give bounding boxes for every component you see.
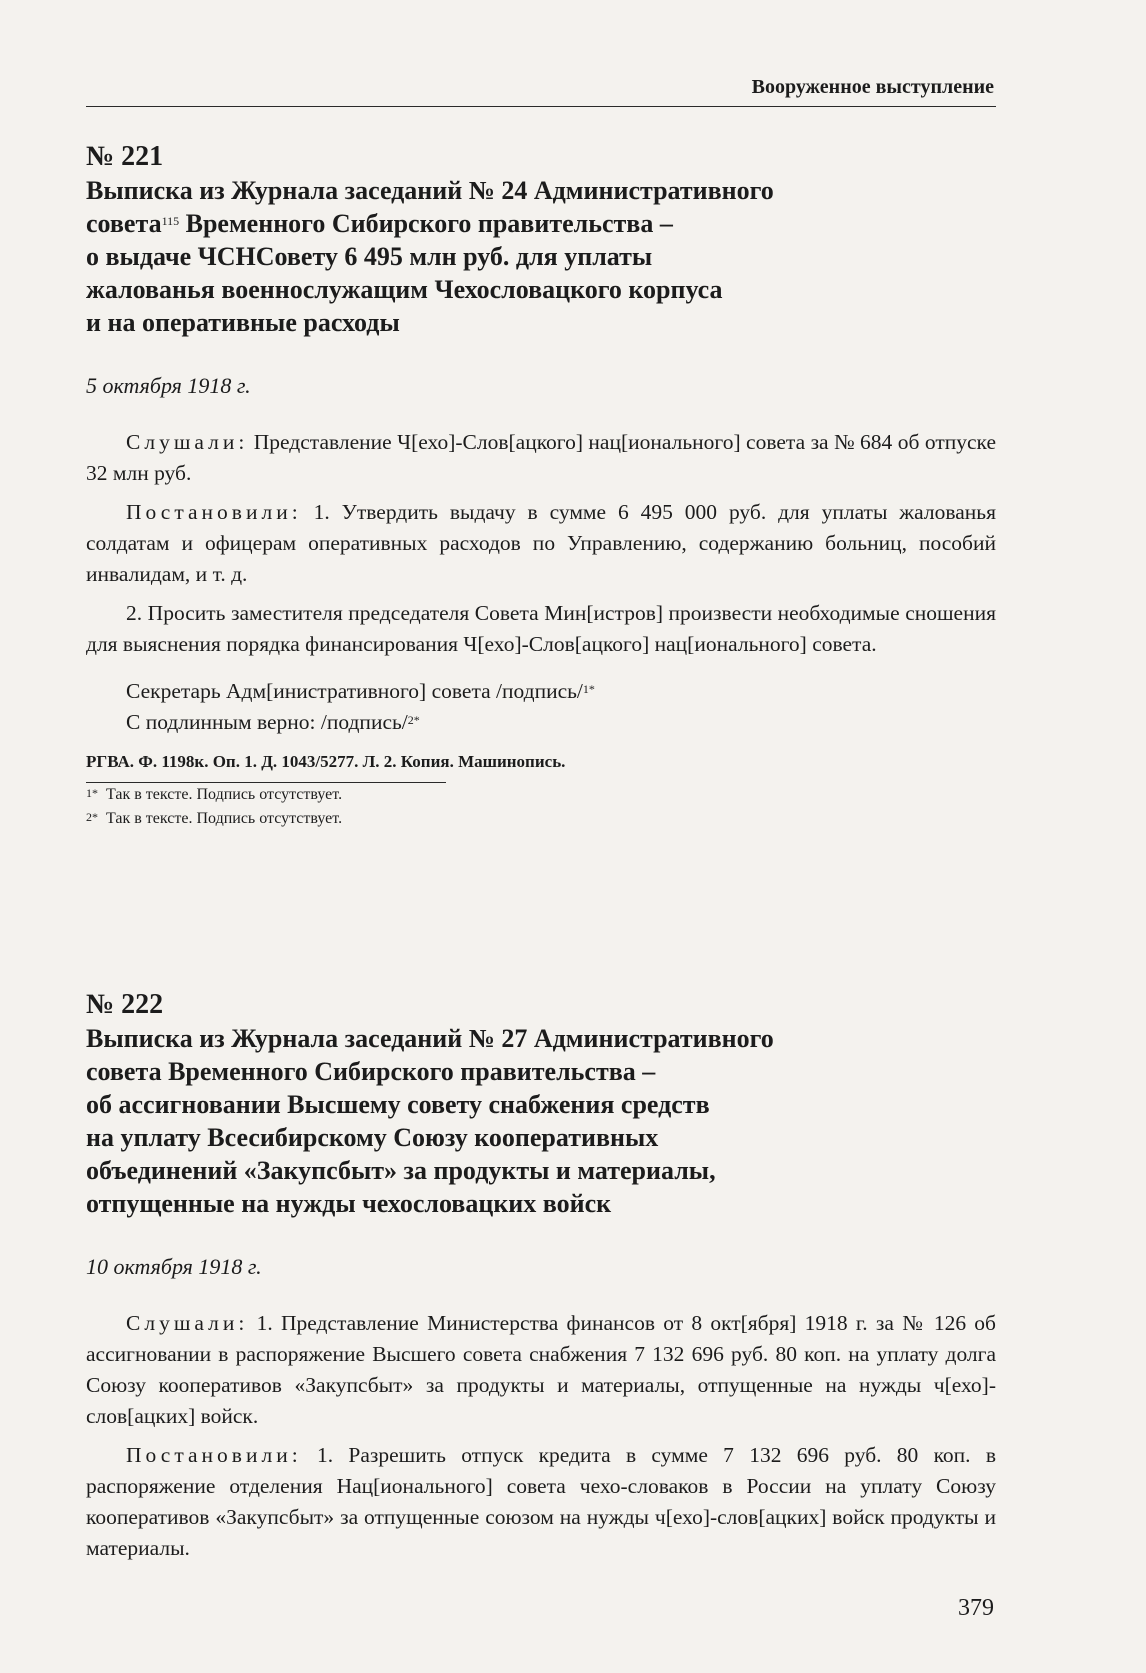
footnote-ref: 2* <box>407 713 420 727</box>
paragraph <box>86 1308 996 1432</box>
archive-reference: РГВА. Ф. 1198к. Оп. 1. Д. 1043/5277. Л. 2. Копия. Машинопись. <box>86 752 566 771</box>
title-line: объединений «Закупсбыт» за продукты и материалы, <box>86 1156 716 1185</box>
header-rule <box>86 106 996 107</box>
document-number: № 221 <box>86 141 164 172</box>
footnote <box>86 807 996 831</box>
para-lead: Слушали: <box>126 430 249 454</box>
title-line: Выписка из Журнала заседаний № 24 Административного <box>86 176 774 205</box>
footnote <box>86 783 996 807</box>
title-line: совета <box>86 209 162 238</box>
page-number: 379 <box>958 1595 994 1621</box>
title-line: и на оперативные расходы <box>86 308 400 337</box>
paragraph <box>86 1440 996 1564</box>
signature-text: Секретарь Адм[инистративного] совета /подпись/ <box>126 679 583 703</box>
footnote-text: Так в тексте. Подпись отсутствует. <box>106 786 343 803</box>
title-line: об ассигновании Высшему совету снабжения средств <box>86 1090 710 1119</box>
title-line: совета Временного Сибирского правительства – <box>86 1057 656 1086</box>
footnote-text: Так в тексте. Подпись отсутствует. <box>106 810 343 827</box>
footnote-mark: 2* <box>86 810 98 824</box>
document-body <box>86 1308 996 1564</box>
footnote-ref: 1* <box>582 682 595 696</box>
document-date: 5 октября 1918 г. <box>86 373 251 398</box>
signature-line <box>86 676 996 707</box>
title-line: Временного Сибирского правительства – <box>185 209 673 238</box>
paragraph: 2. Просить заместителя председателя Совета Мин[истров] произвести необходимые сношения для выяснения порядка финансирования Ч[ехо]-Слов[ацкого] нац[ионального] совета. <box>86 601 996 656</box>
document-title <box>86 174 996 339</box>
document-221 <box>86 140 996 831</box>
para-text: 1. Представление Министерства финансов от 8 окт[ября] 1918 г. за № 126 об ассигновании в распоряжение Высшего совета снабжения 7 132 696 руб. 80 коп. на уплату долга Союзу кооперативов «Закупсбыт» за продукты и материалы, отпущенные на нужды ч[ехо]-слов[ацких] войск. <box>86 1311 996 1428</box>
title-line: жалованья военнослужащим Чехословацкого корпуса <box>86 275 723 304</box>
para-lead: Постановили: <box>126 1443 302 1467</box>
document-date: 10 октября 1918 г. <box>86 1254 262 1279</box>
para-text: Представление Ч[ехо]-Слов[ацкого] нац[ионального] совета за № 684 об отпуске 32 млн руб. <box>86 430 996 485</box>
title-line: о выдаче ЧСНСовету 6 495 млн руб. для уплаты <box>86 242 653 271</box>
document-body <box>86 427 996 660</box>
document-222 <box>86 988 996 1572</box>
title-line-with-ref <box>86 207 996 240</box>
signature-text: С подлинным верно: /подпись/ <box>126 710 408 734</box>
paragraph <box>86 427 996 489</box>
signature-line <box>86 707 996 738</box>
paragraph <box>86 497 996 590</box>
title-line: на уплату Всесибирскому Союзу кооперативных <box>86 1123 659 1152</box>
para-lead: Постановили: <box>126 500 302 524</box>
title-line: отпущенные на нужды чехословацких войск <box>86 1189 612 1218</box>
para-lead: Слушали: <box>126 1311 249 1335</box>
para-text: 1. Утвердить выдачу в сумме 6 495 000 руб. для уплаты жалованья солдатам и офицерам оперативных расходов по Управлению, содержанию больниц, пособий инвалидам, и т. д. <box>86 500 996 586</box>
document-title <box>86 1022 996 1220</box>
footnote-ref: 115 <box>161 214 180 228</box>
title-line: Выписка из Журнала заседаний № 27 Административного <box>86 1024 774 1053</box>
signatures <box>86 676 996 738</box>
document-number: № 222 <box>86 989 164 1020</box>
para-text: 1. Разрешить отпуск кредита в сумме 7 132 696 руб. 80 коп. в распоряжение отделения Нац[ионального] совета чехо-словаков в России на уплату Союзу кооперативов «Закупсбыт» за отпущенные союзом на нужды ч[ехо]-слов[ацких] войск продукты и материалы. <box>86 1443 996 1560</box>
running-head: Вооруженное выступление <box>751 76 994 98</box>
footnote-mark: 1* <box>86 786 98 800</box>
